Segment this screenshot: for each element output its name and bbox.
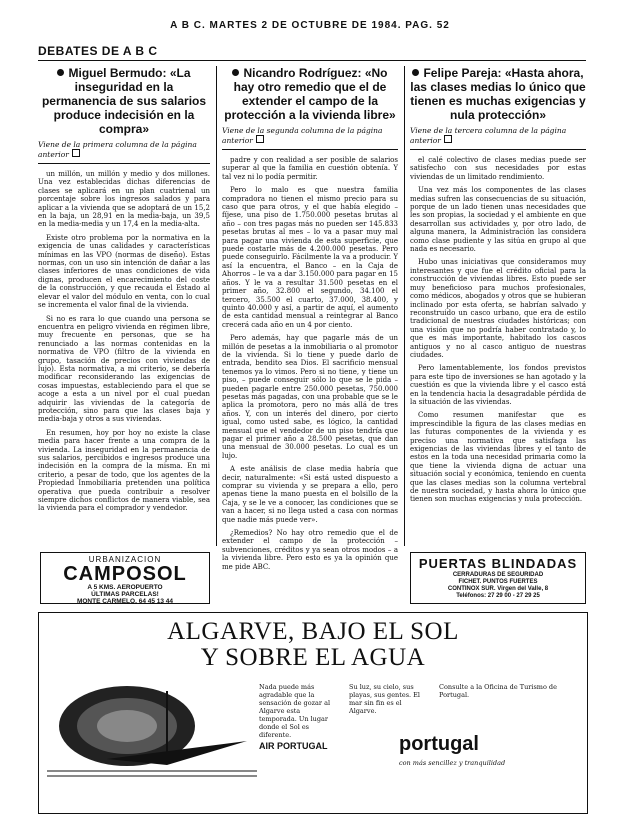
paragraph: ¿Remedios? No hay otro remedio que el de extender el campo de la protección – subvenciones, créditos y ya sean otros modos – a la vivienda libre. Pero esto es ya la opinión que me pide ABC.: [222, 529, 398, 571]
ad-name: PUERTAS BLINDADAS: [418, 556, 578, 571]
airline-logo: AIR PORTUGAL: [259, 741, 328, 751]
ad-line: CERRADURAS DE SEGURIDAD: [452, 572, 544, 578]
box-icon: [256, 135, 264, 143]
ad-slogan: con más sencillez y tranquilidad: [399, 759, 506, 767]
paragraph: un millón, un millón y medio y dos millones. Una vez establecidas dichas diferencias de clases se aplicará en un plan cuatrienal un porcentaje sobre los ingresos salados y para aplicar a la vivienda que se adoptará de un 15,2 en la baja, un 28,91 en la media-baja, un 39,5 en la media-media y un 17,4 en la media-alta.: [38, 170, 210, 229]
paragraph: Pero además, hay que pagarle más de un millón de pesetas a la inmobiliaria o al promotor de la vivienda. Si lo tiene y puede darlo de entrada, bendito sea Dios. El sacrificio mensual tenemos ya lo vimos. Pero si no tiene, y tiene un piso, – puede conseguir sólo lo que se le pida – pueden pagarle entre 250.000 pesetas, 750.000 pesetas más pagadas, con una probable que se le aplica la promotora, pero no más allá de tres años. Y, con un interés del dinero, por cierto igual, como usted sabe, es lógico, la cantidad mensual que el vendedor de un piso tendría que pagar el primer año a 28.500 pesetas, que dan una mensual de 30.000 pesetas. Lo cual es un lujo.: [222, 334, 398, 460]
sailboat-icon: [47, 681, 257, 781]
headline-bermudo: Miguel Bermudo: «La inseguridad en la permanencia de sus salarios produce indecisión en la compra»: [41, 66, 207, 136]
paragraph: En resumen, hoy por hoy no existe la clase media para hacer frente a una compra de la vivienda. La inseguridad en la permanencia de sus salarios, percibidos e ingresos produce una indecisión en la compra de la misma. En mi criterio, a pesar de todo, que los agentes de la Propiedad Inmobiliaria pretenden una política operativa que pueda contribuir a resolver siempre dichos conflictos de manera viable, sea la vivienda para el comprador y vendedor.: [38, 428, 210, 513]
paragraph: A este análisis de clase media habría que decir, naturalmente: «Si está usted dispuesto a comprar su vivienda y se prepara a ello, pero apenas tiene la mano puesta en el bolsillo de la Caja, y se le ve a conocer, las condiciones que se van a hacer, si no llega usted a casa con normas que nadie más puede ver».: [222, 465, 398, 524]
headline-pareja: Felipe Pareja: «Hasta ahora, las clases medias lo único que tienen es muchas exigencias y nula protección»: [410, 66, 586, 122]
paragraph: Pero lo malo es que nuestra familia compradora no tienen el mismo precio para su caso que para otros, y el que había elegido – fíjese, una piso de 1.750.000 pesetas brutas al año – con tres pagas más no pueden ser 145.833 pesetas brutas al mes – lo va a pasar muy mal para pagar una vivienda de esta superficie, que puede costarle más de 4.200.000 pesetas. Pero puede conseguirlo. Fácilmente la va a producir. Y así la encuentra, el Banco – en la Caja de Ahorros – le va a dar 3.150.000 para pagar en 15 años. Y le va a resultar 31.500 pesetas en el primer año, 32.800 el segundo, 34.100 el tercero, 35.500 el cuarto, 37.000, 38.400, y quinto 40.000 y así, a partir de aquí, el aumento de esta cantidad mensual a reintegrar al Banco crecerá cada año en un 4 por ciento.: [222, 186, 398, 329]
bullet-icon: [412, 69, 419, 76]
continuation-note: Viene de la primera columna de la página anterior: [38, 140, 210, 164]
camposol-ad: [40, 552, 210, 604]
ad-line: CONTINOX SUR. Virgen del Valle, 8: [447, 586, 549, 592]
column-divider: [404, 66, 405, 546]
ad-subtitle: URBANIZACION: [88, 555, 162, 564]
box-icon: [72, 149, 80, 157]
bullet-icon: [232, 69, 239, 76]
column-bermudo: [38, 66, 210, 518]
ad-name: CAMPOSOL: [63, 563, 187, 585]
bullet-icon: [57, 69, 64, 76]
ad-line: ÚLTIMAS PARCELAS!: [91, 591, 159, 598]
continuation-note: Viene de la tercera columna de la página anterior: [410, 126, 586, 150]
ad-line: A 5 KMS. AEROPUERTO: [87, 584, 163, 591]
ad-title-line1: ALGARVE, BAJO EL SOL: [167, 618, 459, 645]
portugal-logo: portugal: [399, 733, 479, 755]
ad-line: Teléfonos: 27 29 00 - 27 29 25: [456, 593, 540, 599]
column-divider: [216, 66, 217, 546]
ad-line: MONTE CARMELO, 64 45 13 44: [76, 598, 174, 605]
article-body: [410, 156, 586, 504]
article-body: [222, 156, 398, 571]
ad-text: Nada puede más agradable que la sensación de gozar al Algarve esta temporada. Un lugar donde el Sol es diferente.: [259, 683, 331, 739]
paragraph: Si no es rara lo que cuando una persona se encuentra en peligro vivienda en régimen libre, muy frecuente en personas, que se ha renunciado a las normas contenidas en la normativa de VPO (filtro de la vivienda en grupo, tasación de precios con viviendas de lujo). Esta normativa, a mi criterio, se debería modificar reconsiderando las exigencias de cosas impuestas, estableciendo para el que se acoge a esta a un nivel por el cual puedan adquirir las viviendas de la categoría de protección, sino para que las clases baja y media-baja y otros a sus viviendas.: [38, 314, 210, 424]
column-pareja: [410, 66, 586, 509]
paragraph: Una vez más los componentes de las clases medias sufren las consecuencias de su situación, porque de un lado tienen unas necesidades que les son propias, la sociedad y el ambiente en que desarrollan sus actividades y, por otro lado, de alguna manera, la Administración las considera como clase pudiente y las sitúa en grupo al que nada es necesario.: [410, 186, 586, 254]
column-rodriguez: [222, 66, 398, 576]
box-icon: [444, 135, 452, 143]
algarve-ad: [38, 612, 588, 814]
paragraph: padre y con realidad a ser posible de salarios superar al que la familia en cuestión obtenía. Y tal vez ni lo podía permitir.: [222, 156, 398, 181]
paragraph: Existe otro problema por la normativa en la exigencia de unas calidades y características mínimas en las VPO (normas de diseño). Estas normas, con un uso sin intención de dañar a las clases inferiores de unas condiciones de vida dignas, producen el encarecimiento del coste de la construcción, y que recauda el Estado al elevar el valor del módulo en venta, con lo cual se incrementa el valor final de la vivienda.: [38, 233, 210, 310]
puertas-ad: [410, 552, 586, 604]
page-header: A B C. MARTES 2 DE OCTUBRE DE 1984. PAG. 52: [170, 20, 450, 31]
paragraph: Pero lamentablemente, los fondos previstos para este tipo de inversiones se han agotado y la cuestión es que la vivienda libre y el casco está en la tendencia hacia la desagradable pérdida de la situación de las viviendas.: [410, 364, 586, 406]
headline-rodriguez: Nicandro Rodríguez: «No hay otro remedio que el de extender el campo de la protección a la vivienda libre»: [224, 66, 396, 122]
paragraph: Hubo unas iniciativas que consideramos muy interesantes y que fue el crédito oficial para la construcción de viviendas libres. Esto puede ser muy beneficioso para muchos profesionales, como médicos, abogados y otros que se hubieran inclinado por esta oferta, se habrían salvado y reconstruido un casco urbano, que era de estilo tradicional de nuestras ciudades históricas; con una visión que no podría haber contratado y, lo que es más importante, habitado los cascos antiguos y no al casco antiguo de nuestras ciudades.: [410, 258, 586, 359]
continuation-note: Viene de la segunda columna de la página anterior: [222, 126, 398, 150]
article-body: [38, 170, 210, 513]
ad-line: FICHET. PUNTOS FUERTES: [458, 579, 538, 585]
ad-text: Consulte a la Oficina de Turismo de Portugal.: [439, 683, 557, 699]
section-rule: [38, 60, 586, 61]
paragraph: el calé colectivo de clases medias puede ser satisfecho con sus necesidades por estas viviendas de un limitado rendimiento.: [410, 156, 586, 181]
section-title: DEBATES DE A B C: [38, 44, 158, 58]
paragraph: Como resumen manifestar que es imprescindible la figura de las clases medias en las futuras componentes de la vivienda y es preciso una normativa que satisfaga las exigencias de las viviendas libres y el tanto de estos en la toda una necesidad primaria como la que tiene la vivienda digna de actuar una situación social y económica, teniendo en cuenta que las clases medias son la columna vertebral de nuestra sociedad, y hasta ahora lo único que tienen son muchas exigencias y nula protección.: [410, 411, 586, 504]
ad-text: Su luz, su cielo, sus playas, sus gentes. El mar sin fin es el Algarve.: [349, 683, 420, 715]
ad-title-line2: Y SOBRE EL AGUA: [200, 644, 426, 671]
